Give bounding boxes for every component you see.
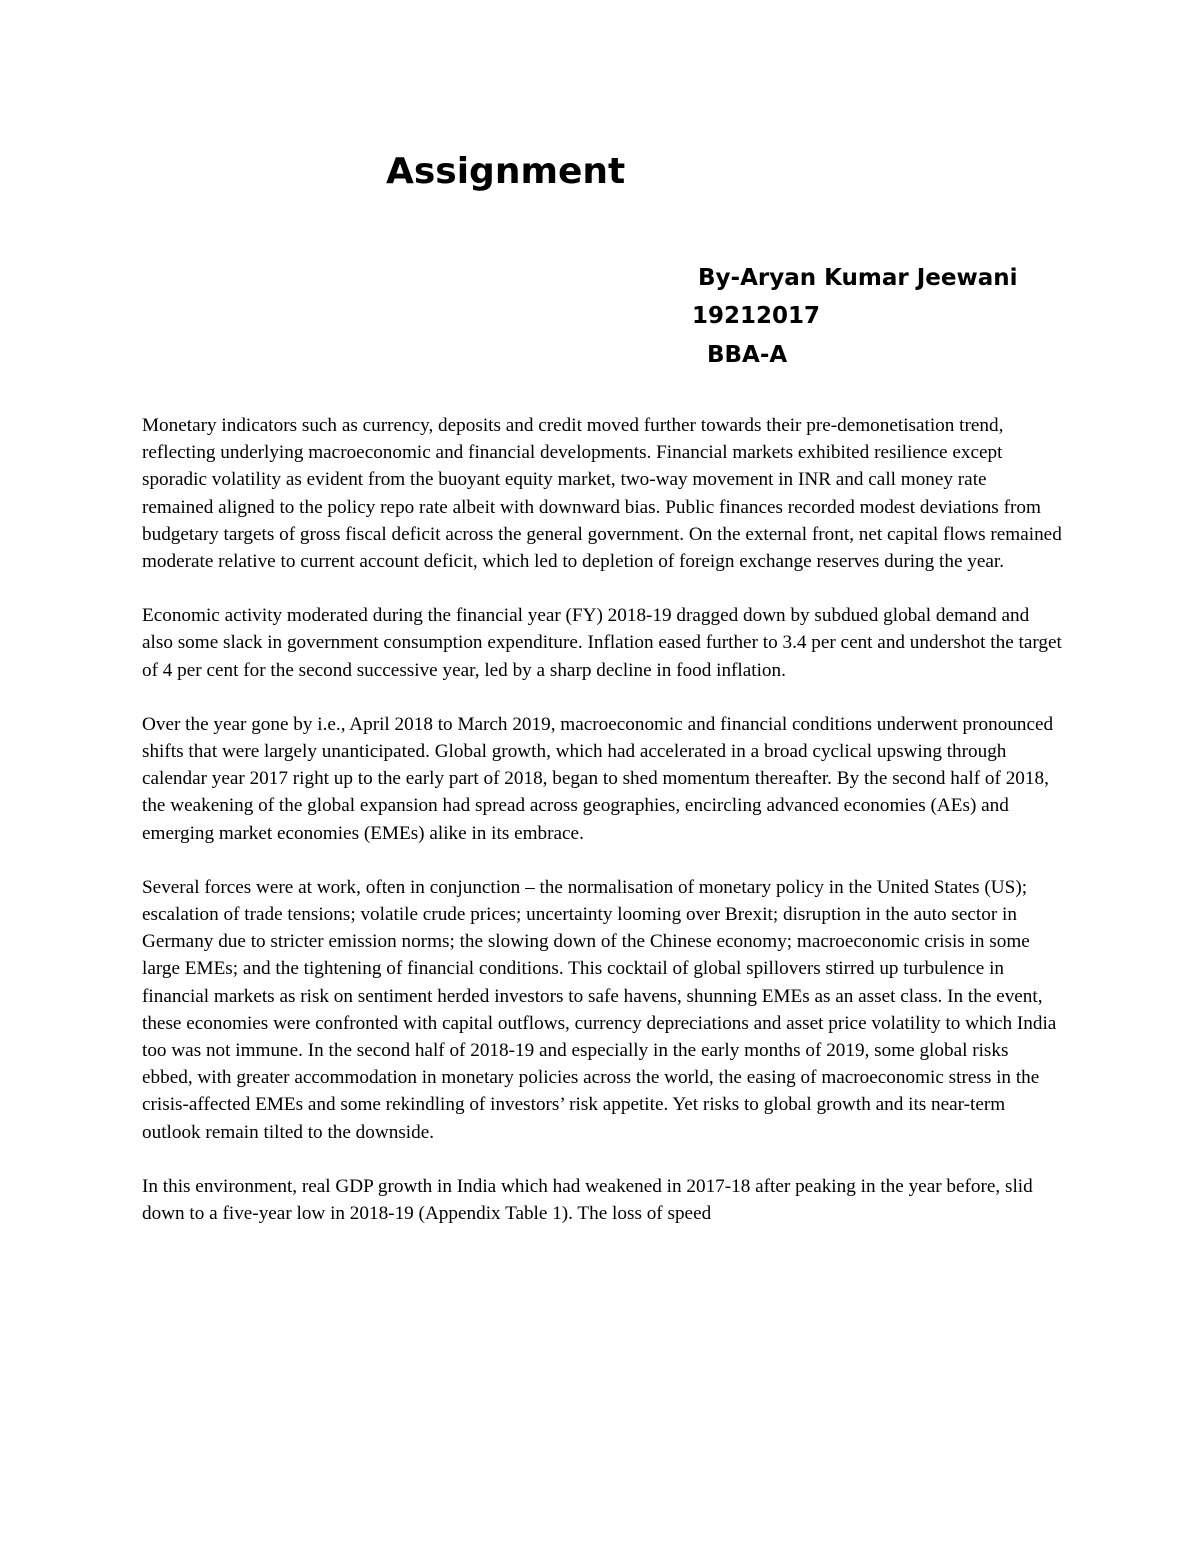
author-name: By-Aryan Kumar Jeewani	[698, 265, 1018, 291]
document-body	[142, 412, 1062, 1227]
class-section: BBA-A	[707, 342, 788, 368]
paragraph: Several forces were at work, often in conjunction – the normalisation of monetary policy in the United States (US); escalation of trade tensions; volatile crude prices; uncertainty looming over Brexit; disruption in the auto sector in Germany due to stricter emission norms; the slowing down of the Chinese economy; macroeconomic crisis in some large EMEs; and the tightening of financial conditions. This cocktail of global spillovers stirred up turbulence in financial markets as risk on sentiment herded investors to safe havens, shunning EMEs as an asset class. In the event, these economies were confronted with capital outflows, currency depreciations and asset price volatility to which India too was not immune. In the second half of 2018-19 and especially in the early months of 2019, some global risks ebbed, with greater accommodation in monetary policies across the world, the easing of macroeconomic stress in the crisis-affected EMEs and some rekindling of investors’ risk appetite. Yet risks to global growth and its near-term outlook remain tilted to the downside.	[142, 876, 1057, 1143]
roll-number: 19212017	[692, 303, 821, 329]
paragraph: Monetary indicators such as currency, deposits and credit moved further towards their pre-demonetisation trend, reflecting underlying macroeconomic and financial developments. Financial markets exhibited resilience except sporadic volatility as evident from the buoyant equity market, two-way movement in INR and call money rate remained aligned to the policy repo rate albeit with downward bias. Public finances recorded modest deviations from budgetary targets of gross fiscal deficit across the general government. On the external front, net capital flows remained moderate relative to current account deficit, which led to depletion of foreign exchange reserves during the year.	[142, 415, 1062, 573]
paragraph: Economic activity moderated during the financial year (FY) 2018-19 dragged down by subdued global demand and also some slack in government consumption expenditure. Inflation eased further to 3.4 per cent and undershot the target of 4 per cent for the second successive year, led by a sharp decline in food inflation.	[142, 605, 1062, 681]
paragraph: Over the year gone by i.e., April 2018 to March 2019, macroeconomic and financial conditions underwent pronounced shifts that were largely unanticipated. Global growth, which had accelerated in a broad cyclical upswing through calendar year 2017 right up to the early part of 2018, began to shed momentum thereafter. By the second half of 2018, the weakening of the global expansion had spread across geographies, encircling advanced economies (AEs) and emerging market economies (EMEs) alike in its embrace.	[142, 713, 1054, 844]
document-title: Assignment	[386, 151, 626, 192]
paragraph: In this environment, real GDP growth in India which had weakened in 2017-18 after peaking in the year before, slid down to a five-year low in 2018-19 (Appendix Table 1). The loss of speed	[142, 1175, 1033, 1225]
